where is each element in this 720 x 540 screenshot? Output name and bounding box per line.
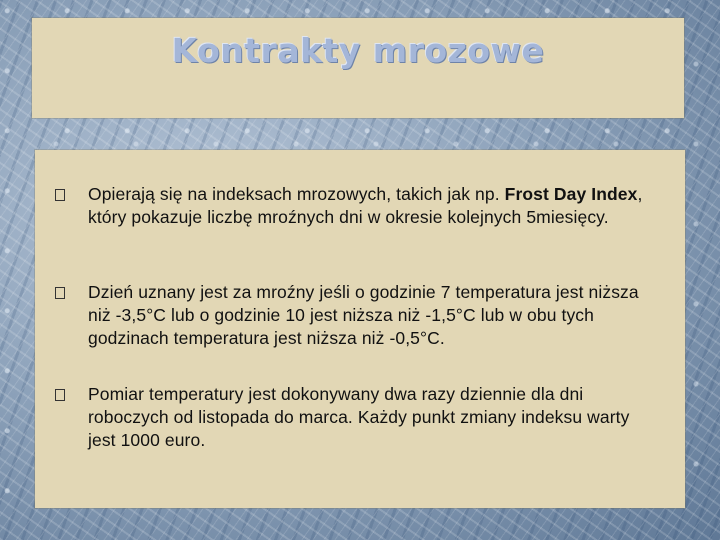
bullet-text-part: Opierają się na indeksach mrozowych, takich jak np.: [88, 184, 505, 204]
bullet-text: Dzień uznany jest za mroźny jeśli o godzinie 7 temperatura jest niższa niż -3,5°C lub o godzinie 10 jest niższa niż -1,5°C lub w obu tych godzinach temperatura jest niższa niż -0,5°C.: [88, 282, 639, 348]
square-bullet-icon: [55, 287, 65, 299]
bullet-text: Pomiar temperatury jest dokonywany dwa razy dziennie dla dni roboczych od listopada do marca. Każdy punkt zmiany indeksu warty jest 1000 euro.: [88, 384, 630, 450]
list-item: [35, 183, 655, 229]
content-panel: [35, 150, 685, 508]
slide-title: Kontrakty mrozowe: [171, 30, 545, 70]
bullet-text-part: , który pokazuje liczbę mroźnych dni w okresie kolejnych 5miesięcy.: [88, 184, 643, 227]
title-panel: [32, 18, 684, 118]
square-bullet-icon: [55, 189, 65, 201]
square-bullet-icon: [55, 389, 65, 401]
bullet-bold-term: Frost Day Index: [504, 184, 638, 204]
list-item: [35, 281, 655, 350]
list-item: [35, 383, 655, 452]
bullet-text: [88, 183, 655, 229]
